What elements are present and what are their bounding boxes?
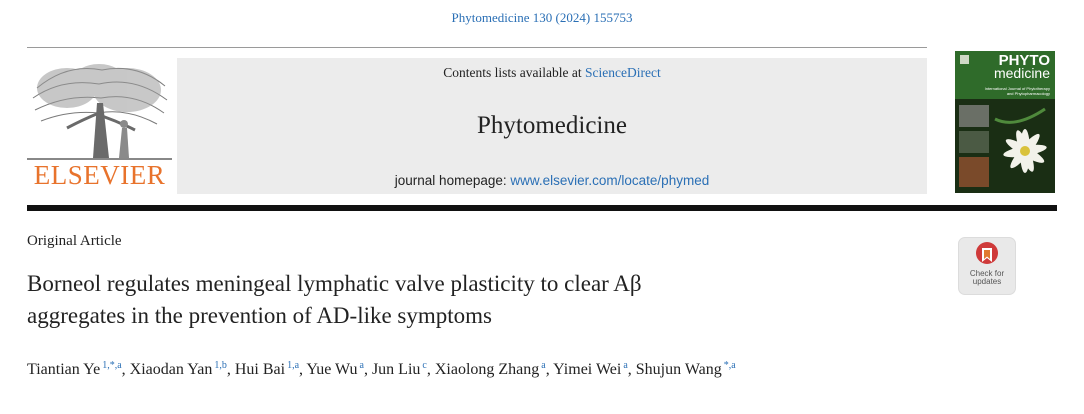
article-title-line1: Borneol regulates meningeal lymphatic valve plasticity to clear Aβ	[27, 271, 642, 296]
author-separator: ,	[121, 361, 130, 378]
author-affiliation-marker[interactable]: a	[623, 360, 628, 371]
cover-flower-image-icon	[955, 99, 1055, 193]
header-thick-rule	[27, 205, 1057, 211]
author-name[interactable]: Hui Bai $^{1,a}$	[234, 360, 300, 378]
author-affiliation-marker[interactable]: c	[422, 360, 427, 371]
header-divider	[27, 47, 927, 48]
cover-publisher-mark-icon	[960, 55, 969, 64]
author-name[interactable]: Tiantian Ye $^{1,*,a}$	[27, 360, 122, 378]
check-updates-label	[959, 270, 1015, 286]
journal-banner	[177, 58, 927, 194]
author-name[interactable]: Jun Liu $^c$	[371, 360, 427, 378]
author-separator: ,	[226, 361, 235, 378]
author-name[interactable]: Xiaolong Zhang $^a$	[434, 360, 546, 378]
author-separator: ,	[545, 361, 554, 378]
author-affiliation-marker[interactable]: a	[359, 360, 364, 371]
author-name[interactable]: Yimei Wei $^a$	[553, 360, 628, 378]
author-list	[27, 358, 947, 382]
contents-line	[177, 65, 927, 81]
sciencedirect-link[interactable]: ScienceDirect	[585, 65, 661, 80]
author-separator: ,	[363, 361, 372, 378]
cover-title-line1: PHYTO	[998, 52, 1050, 69]
author-affiliation-marker[interactable]: *,a	[723, 360, 736, 371]
author-separator: ,	[627, 361, 636, 378]
homepage-line	[177, 173, 927, 188]
bookmark-ribbon-icon	[975, 242, 999, 269]
tree-engraving-icon	[27, 58, 172, 163]
journal-cover[interactable]	[955, 51, 1055, 193]
author-affiliation-marker[interactable]: 1,a	[287, 360, 300, 371]
article-title	[27, 268, 927, 332]
journal-citation[interactable]: Phytomedicine 130 (2024) 155753	[451, 10, 633, 25]
article-title-line2: aggregates in the prevention of AD-like symptoms	[27, 303, 493, 328]
check-updates-line1: Check for	[969, 269, 1005, 278]
homepage-prefix: journal homepage:	[394, 173, 511, 188]
contents-prefix: Contents lists available at	[443, 65, 585, 80]
author-separator: ,	[426, 361, 435, 378]
journal-name: Phytomedicine	[477, 112, 627, 139]
author-name[interactable]: Yue Wu $^a$	[306, 360, 364, 378]
publisher-wordmark: ELSEVIER	[33, 160, 166, 190]
author-affiliation-marker[interactable]: 1,b	[214, 360, 227, 371]
check-updates-line2: updates	[972, 277, 1002, 286]
homepage-link[interactable]: www.elsevier.com/locate/phymed	[510, 173, 710, 188]
article-type: Original Article	[27, 233, 122, 249]
author-name[interactable]: Shujun Wang $^{*,a}$	[635, 360, 736, 378]
author-name[interactable]: Xiaodan Yan $^{1,b}$	[129, 360, 227, 378]
cover-subtitle: International Journal of Phytotherapy and Phytopharmacology	[984, 86, 1050, 96]
author-separator: ,	[299, 361, 307, 378]
author-affiliation-marker[interactable]: a	[541, 360, 546, 371]
cover-title	[994, 54, 1050, 80]
check-for-updates-badge[interactable]	[958, 237, 1016, 295]
author-affiliation-marker[interactable]: 1,*,a	[102, 360, 122, 371]
publisher-logo[interactable]	[27, 58, 172, 193]
cover-title-line2: medicine	[993, 65, 1050, 81]
